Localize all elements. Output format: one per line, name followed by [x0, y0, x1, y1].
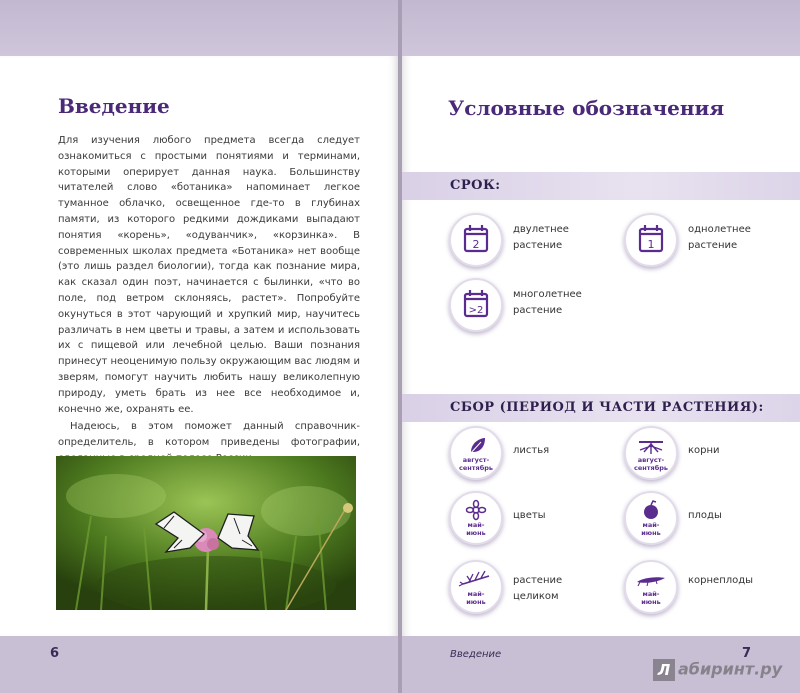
term-label-biennial-line1: двулетнее — [513, 224, 569, 235]
roots-period-line1: август- — [637, 456, 665, 464]
berry-icon — [624, 491, 678, 545]
harvest-label-roots: корни — [688, 445, 720, 456]
term-label-annual — [688, 222, 751, 254]
term-label-perennial-line1: многолетнее — [513, 289, 582, 300]
term-label-perennial-line2: растение — [513, 305, 563, 316]
running-title: Введение — [450, 649, 502, 660]
intro-paragraph-1: Для изучения любого предмета всегда следует ознакомиться с простыми понятиями и терминами, которыми оперирует данная наука. Большинству читателей слово «ботаника» напоминает легкое туманное облачко, освещенное где-то в глубинах памяти, из которого редкими дождиками выпадают понятия «корень», «одуванчик», «корзинка». В современных школах предмета «Ботаника» нет вообще (это лишь раздел биологии), тогда как познание мира, как сказал один поэт, начинается с былинки, «что во поле, под ветром склоняясь, растет». Попробуйте окунуться в этот чарующий и хрупкий мир, научитесь различать в нем цветы и травы, а затем и использовать их с пищевой или лечебной целью. Ваши познания принесут неоценимую пользу окружающим вас людям и зверям, помогут научить любить нашу великолепную природу, уметь брать из нее все необходимое и, конечно же, охранять ее. — [58, 135, 360, 415]
harvest-label-fruits: плоды — [688, 510, 722, 521]
watermark-badge: Л — [653, 659, 675, 681]
roots-period-line2: сентябрь — [634, 464, 668, 472]
section-heading-term: СРОК: — [450, 178, 501, 193]
calendar-1-icon — [624, 213, 678, 267]
page-number-right: 7 — [742, 646, 752, 661]
labirint-watermark — [653, 659, 797, 687]
flower-period-line2: июнь — [466, 529, 486, 537]
right-page — [402, 56, 800, 636]
calendar-more-digit: >2 — [468, 305, 484, 316]
calendar-more-than-2-icon — [449, 278, 503, 332]
roots-icon — [624, 426, 678, 480]
harvest-label-leaves: листья — [513, 445, 550, 456]
flower-icon — [449, 491, 503, 545]
left-page-title: Введение — [58, 94, 170, 118]
intro-text — [58, 133, 360, 467]
rhizome-period-line1: май- — [642, 590, 660, 598]
leaf-period-line2: сентябрь — [459, 464, 493, 472]
section-bar-harvest — [402, 394, 800, 422]
section-heading-harvest: СБОР (ПЕРИОД И ЧАСТИ РАСТЕНИЯ): — [450, 400, 764, 415]
harvest-label-whole-plant-line1: растение — [513, 575, 563, 586]
whole-plant-period-line1: май- — [467, 590, 485, 598]
berry-period-line2: июнь — [641, 529, 661, 537]
term-label-biennial — [513, 222, 569, 254]
section-bar-term — [402, 172, 800, 200]
whole-plant-icon — [449, 560, 503, 614]
watermark-text: абиринт.ру — [678, 659, 783, 679]
rhizome-period-line2: июнь — [641, 598, 661, 606]
term-label-annual-line2: растение — [688, 240, 738, 251]
calendar-1-digit: 1 — [647, 238, 655, 251]
leaf-icon — [449, 426, 503, 480]
whole-plant-period-line2: июнь — [466, 598, 486, 606]
butterflies-photo — [56, 456, 356, 610]
butterflies-photo-illustration — [56, 456, 356, 610]
harvest-label-flowers: цветы — [513, 510, 546, 521]
berry-period-line1: май- — [642, 521, 660, 529]
leaf-period-line1: август- — [462, 456, 490, 464]
harvest-label-whole-plant — [513, 573, 562, 605]
page-number-left: 6 — [50, 646, 60, 661]
right-page-title: Условные обозначения — [448, 96, 725, 120]
rhizome-icon — [624, 560, 678, 614]
flower-period-line1: май- — [467, 521, 485, 529]
harvest-label-root-crops: корнеплоды — [688, 575, 754, 586]
term-label-perennial — [513, 287, 582, 319]
term-label-biennial-line2: растение — [513, 240, 563, 251]
term-label-annual-line1: однолетнее — [688, 224, 751, 235]
calendar-2-digit: 2 — [472, 238, 480, 251]
calendar-2-icon — [449, 213, 503, 267]
harvest-label-whole-plant-line2: целиком — [513, 591, 559, 602]
intro-paragraph-2: Надеюсь, в этом поможет данный справочник-определитель, в котором приведены фотографии, — [58, 421, 360, 449]
